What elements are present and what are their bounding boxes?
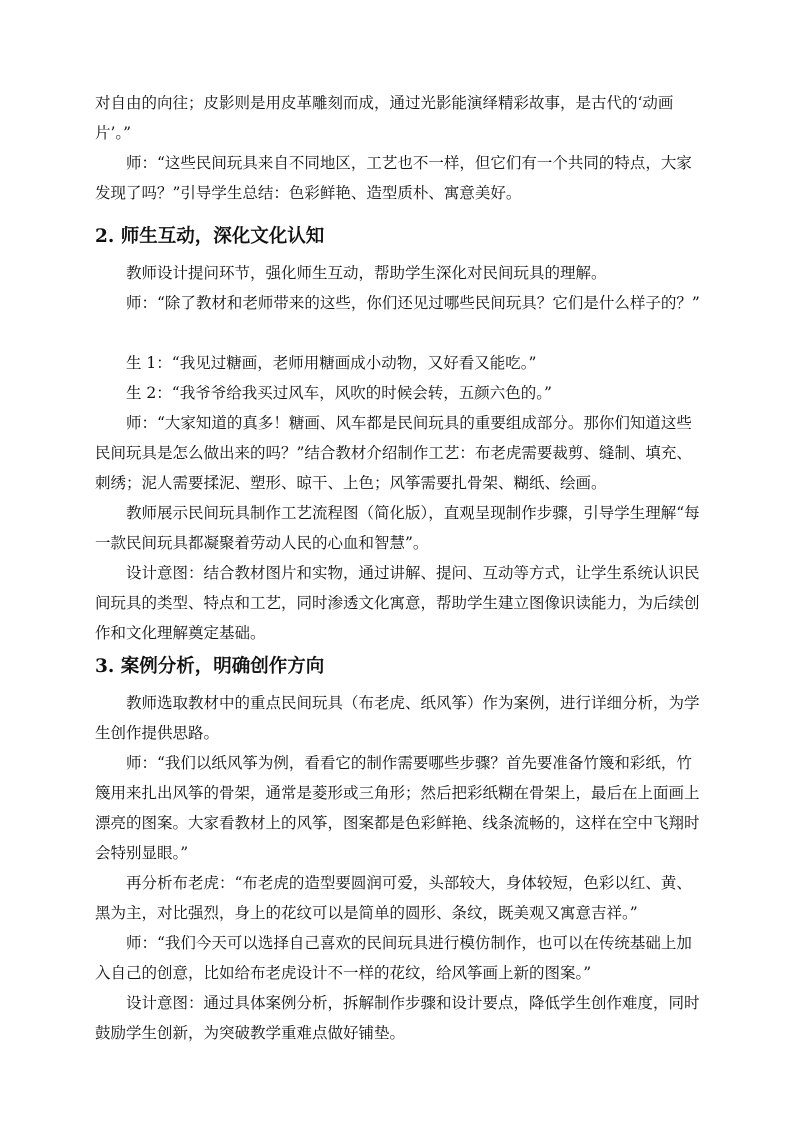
paragraph: 教师展示民间玩具制作工艺流程图（简化版），直观呈现制作步骤，引导学生理解“每一款民间玩具都凝聚着劳动人民的心血和智慧”。 [95, 504, 700, 552]
paragraph: 师：“我们今天可以选择自己喜欢的民间玩具进行模仿制作，也可以在传统基础上加入自己的创意，比如给布老虎设计不一样的花纹，给风筝画上新的图案。” [95, 934, 692, 982]
paragraph: 生 2：“我爷爷给我买过风车，风吹的时候会转，五颜六色的。” [126, 384, 552, 402]
paragraph: 师：“大家知道的真多！糖画、风车都是民间玩具的重要组成部分。那你们知道这些民间玩具是怎么做出来的吗？”结合教材介绍制作工艺：布老虎需要裁剪、缝制、填充、刺绣；泥人需要揉泥、塑形、晾干、上色；风筝需要扎骨架、糊纸、绘画。 [95, 414, 692, 492]
section-heading-3: 3. 案例分析，明确创作方向 [95, 656, 325, 677]
paragraph: 对自由的向往；皮影则是用皮革雕刻而成，通过光影能演绎精彩故事，是古代的‘动画片’。” [95, 94, 674, 142]
paragraph: 教师设计提问环节，强化师生互动，帮助学生深化对民间玩具的理解。 [126, 264, 607, 282]
paragraph: 师：“除了教材和老师带来的这些，你们还见过哪些民间玩具？它们是什么样子的？” [126, 294, 700, 312]
paragraph: 师：“这些民间玩具来自不同地区，工艺也不一样，但它们有一个共同的特点，大家发现了吗？”引导学生总结：色彩鲜艳、造型质朴、寓意美好。 [95, 154, 692, 202]
design-intent-paragraph: 设计意图：结合教材图片和实物，通过讲解、提问、互动等方式，让学生系统认识民间玩具的类型、特点和工艺，同时渗透文化寓意，帮助学生建立图像识读能力，为后续创作和文化理解奠定基础。 [95, 564, 700, 642]
paragraph: 生 1：“我见过糖画，老师用糖画成小动物，又好看又能吃。” [126, 354, 537, 372]
paragraph: 再分析布老虎：“布老虎的造型要圆润可爱，头部较大，身体较短，色彩以红、黄、黑为主，对比强烈，身上的花纹可以是简单的圆形、条纹，既美观又寓意吉祥。” [95, 874, 692, 922]
section-heading-2: 2. 师生互动，深化文化认知 [95, 226, 325, 247]
paragraph: 教师选取教材中的重点民间玩具（布老虎、纸风筝）作为案例，进行详细分析，为学生创作提供思路。 [95, 694, 700, 742]
design-intent-paragraph: 设计意图：通过具体案例分析，拆解制作步骤和设计要点，降低学生创作难度，同时鼓励学生创新，为突破教学重难点做好铺垫。 [95, 994, 700, 1042]
paragraph: 师：“我们以纸风筝为例，看看它的制作需要哪些步骤？首先要准备竹篾和彩纸，竹篾用来扎出风筝的骨架，通常是菱形或三角形；然后把彩纸糊在骨架上，最后在上面画上漂亮的图案。大家看教材上的风筝，图案都是色彩鲜艳、线条流畅的，这样在空中飞翔时会特别显眼。” [95, 754, 700, 862]
